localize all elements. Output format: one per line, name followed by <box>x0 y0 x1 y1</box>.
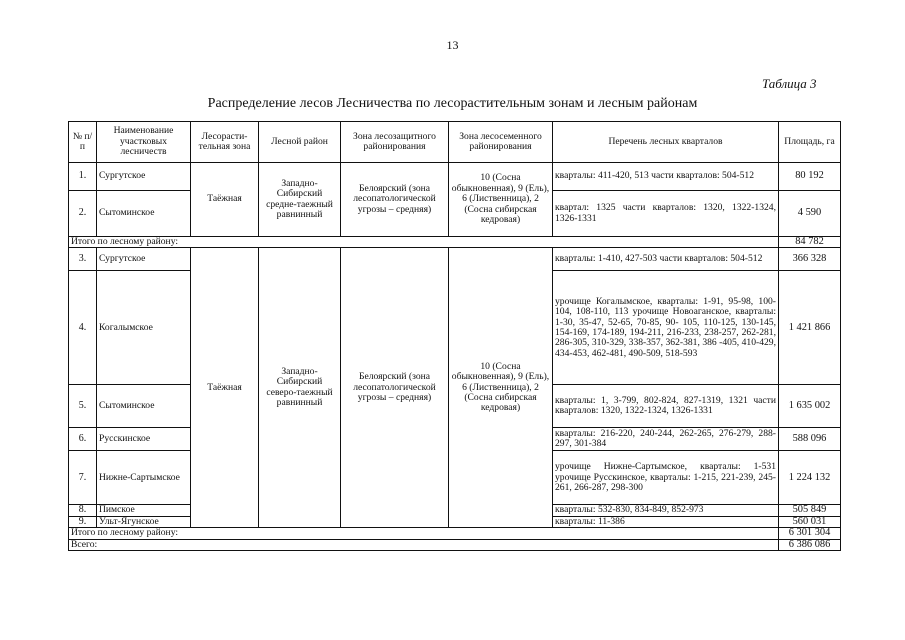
subtotal-label: Итого по лесному району: <box>69 528 779 539</box>
table-label: Таблица 3 <box>762 76 817 91</box>
row-area: 505 849 <box>779 505 841 516</box>
row-name: Сургутское <box>97 248 191 271</box>
row-quarters: урочище Когалымское, кварталы: 1-91, 95-98, 100-104, 108-110, 113 урочище Новоаганское, кварталы: 1-30, 35-47, 52-65, 70-85, 90- 105, 110-125, 130-145, 154-169, 174-189, 194-211, 216-233, 238-257, 262-281, 286-305, 310-329, 338-357, 362-381, 386 -405, 410-429, 434-453, 462-481, 490-509, 518-593 <box>553 271 779 385</box>
header-forest-district: Лесной район <box>259 122 341 163</box>
table-row <box>69 248 841 271</box>
row-name: Нижне-Сартымское <box>97 451 191 505</box>
subtotal-row <box>69 237 841 248</box>
row-quarters: квартал: 1325 части кварталов: 1320, 1322-1324, 1326-1331 <box>553 191 779 237</box>
row-area: 4 590 <box>779 191 841 237</box>
row-quarters: кварталы: 1, 3-799, 802-824, 827-1319, 1321 части кварталов: 1320, 1322-1324, 1326-1331 <box>553 385 779 428</box>
row-quarters: урочище Нижне-Сартымское, кварталы: 1-531 урочище Русскинское, кварталы: 1-215, 221-239, 245-261, 266-287, 298-300 <box>553 451 779 505</box>
row-area: 80 192 <box>779 163 841 191</box>
row-quarters: кварталы: 532-830, 834-849, 852-973 <box>553 505 779 516</box>
row-name: Ульт-Ягунское <box>97 516 191 527</box>
forest-district-cell: Западно-Сибирский северо-таежный равнинный <box>259 248 341 528</box>
row-num: 3. <box>69 248 97 271</box>
grand-total-label: Всего: <box>69 539 779 550</box>
row-num: 1. <box>69 163 97 191</box>
row-name: Когалымское <box>97 271 191 385</box>
row-quarters: кварталы: 216-220, 240-244, 262-265, 276-279, 288-297, 301-384 <box>553 428 779 451</box>
row-area: 1 635 002 <box>779 385 841 428</box>
grand-total-row <box>69 539 841 550</box>
row-name: Русскинское <box>97 428 191 451</box>
row-name: Сытоминское <box>97 385 191 428</box>
subtotal-area: 6 301 304 <box>779 528 841 539</box>
subtotal-row <box>69 528 841 539</box>
page-title: Распределение лесов Лесничества по лесорастительным зонам и лесным районам <box>207 96 698 111</box>
header-num: № п/п <box>69 122 97 163</box>
header-seed-zone: Зона лесосеменного районирования <box>449 122 553 163</box>
row-num: 9. <box>69 516 97 527</box>
veg-zone-cell: Таёжная <box>191 163 259 237</box>
row-num: 5. <box>69 385 97 428</box>
header-name: Наименование участковых лесничеств <box>97 122 191 163</box>
row-area: 1 224 132 <box>779 451 841 505</box>
row-name: Сургутское <box>97 163 191 191</box>
header-protect-zone: Зона лесозащитного районирования <box>341 122 449 163</box>
row-area: 1 421 866 <box>779 271 841 385</box>
header-veg-zone: Лесорасти-тельная зона <box>191 122 259 163</box>
row-num: 6. <box>69 428 97 451</box>
grand-total-area: 6 386 086 <box>779 539 841 550</box>
forest-district-cell: Западно-Сибирский средне-таежный равнинный <box>259 163 341 237</box>
header-row <box>69 122 841 163</box>
row-num: 4. <box>69 271 97 385</box>
row-name: Сытоминское <box>97 191 191 237</box>
veg-zone-cell: Таёжная <box>191 248 259 528</box>
row-quarters: кварталы: 11-386 <box>553 516 779 527</box>
row-area: 366 328 <box>779 248 841 271</box>
row-num: 2. <box>69 191 97 237</box>
seed-zone-cell: 10 (Сосна обыкновенная), 9 (Ель), 6 (Лиственница), 2 (Сосна сибирская кедровая) <box>449 248 553 528</box>
row-quarters: кварталы: 411-420, 513 части кварталов: 504-512 <box>553 163 779 191</box>
row-area: 588 096 <box>779 428 841 451</box>
header-area: Площадь, га <box>779 122 841 163</box>
protect-zone-cell: Белоярский (зона лесопатологической угрозы – средняя) <box>341 248 449 528</box>
forest-distribution-table <box>68 121 841 551</box>
row-num: 8. <box>69 505 97 516</box>
header-quarters: Перечень лесных кварталов <box>553 122 779 163</box>
row-num: 7. <box>69 451 97 505</box>
row-quarters: кварталы: 1-410, 427-503 части кварталов: 504-512 <box>553 248 779 271</box>
row-name: Пимское <box>97 505 191 516</box>
table-row <box>69 163 841 191</box>
protect-zone-cell: Белоярский (зона лесопатологической угрозы – средняя) <box>341 163 449 237</box>
subtotal-area: 84 782 <box>779 237 841 248</box>
seed-zone-cell: 10 (Сосна обыкновенная), 9 (Ель), 6 (Лиственница), 2 (Сосна сибирская кедровая) <box>449 163 553 237</box>
row-area: 560 031 <box>779 516 841 527</box>
subtotal-label: Итого по лесному району: <box>69 237 779 248</box>
page-number: 13 <box>446 38 459 52</box>
